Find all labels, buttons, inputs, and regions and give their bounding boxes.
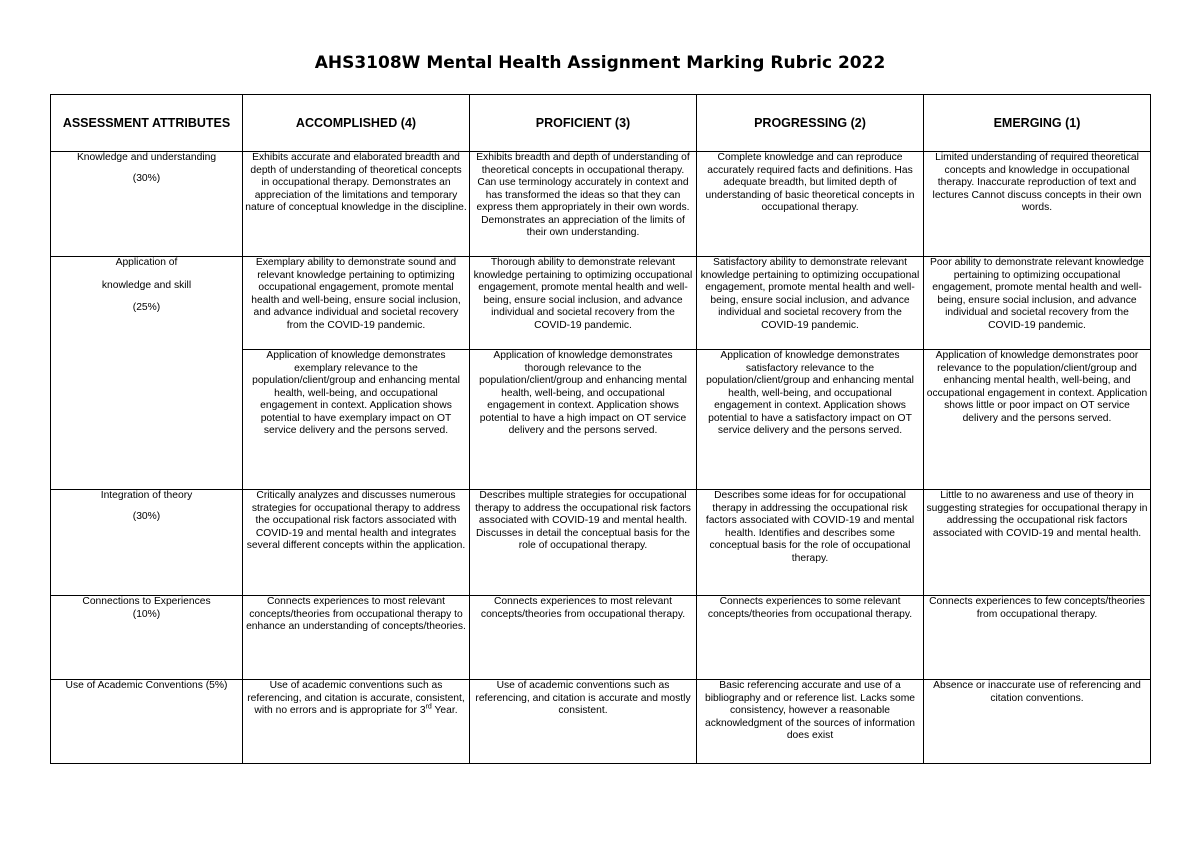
attribute-knowledge-weight: (30%) [132,172,161,184]
knowledge-proficient: Exhibits breadth and depth of understanding of theoretical concepts in occupational therapy. Can use terminology accurately in context and has transformed the ideas so that they can express them appropriately in their own words. Demonstrates an appreciation of the limits of their own understanding. [470,152,697,257]
header-accomplished: ACCOMPLISHED (4) [243,95,470,152]
theory-accomplished: Critically analyzes and discusses numerous strategies for occupational therapy to address the occupational risk factors associated with COVID-19 and mental health and integrates several different concepts within the application. [243,490,470,596]
application-relevance-accomplished: Application of knowledge demonstrates exemplary relevance to the population/client/group and enhancing mental health, well-being, and occupational engagement in context. Application shows potential to have exemplary impact on OT service delivery and the persons served. [243,350,470,490]
conventions-accomplished-sup: rd [425,703,432,711]
row-conventions [51,680,1151,764]
rubric-table [50,94,1151,764]
application-knowledge-progressing: Satisfactory ability to demonstrate relevant knowledge pertaining to optimizing occupational engagement, promote mental health and well-being, ensure social inclusion, and advance individual and societal recovery from the COVID-19 pandemic. [697,257,924,350]
knowledge-emerging: Limited understanding of required theoretical concepts and knowledge in occupational therapy. Inaccurate reproduction of text and lectures Cannot discuss concepts in their own words. [924,152,1151,257]
theory-progressing: Describes some ideas for for occupational therapy in addressing the occupational risk factors associated with COVID-19 and mental health. Identifies and describes some conceptual basis for the role of occupational therapy. [697,490,924,596]
application-relevance-proficient: Application of knowledge demonstrates thorough relevance to the population/client/group and enhancing mental health, well-being, and occupational engagement in context. Application shows potential to have a high impact on OT service delivery and the persons served. [470,350,697,490]
attribute-connections [51,596,243,680]
application-knowledge-accomplished: Exemplary ability to demonstrate sound and relevant knowledge pertaining to optimizing occupational engagement, promote mental health and well-being, ensure social inclusion, and advance individual and societal recovery from the COVID-19 pandemic. [243,257,470,350]
knowledge-accomplished: Exhibits accurate and elaborated breadth and depth of understanding of theoretical concepts in occupational therapy. Demonstrates an appreciation of the limitations and temporary nature of conceptual knowledge in the discipline. [243,152,470,257]
application-relevance-emerging: Application of knowledge demonstrates poor relevance to the population/client/group and enhancing mental health, well-being, and occupational engagement in context. Application shows little or poor impact on OT service delivery and the persons served. [924,350,1151,490]
header-proficient: PROFICIENT (3) [470,95,697,152]
row-connections [51,596,1151,680]
attribute-theory [51,490,243,596]
row-theory [51,490,1151,596]
header-assessment-attributes: ASSESSMENT ATTRIBUTES [51,95,243,152]
conventions-progressing: Basic referencing accurate and use of a bibliography and or reference list. Lacks some consistency, however a reasonable acknowledgment of the sources of information does exist [697,680,924,764]
conventions-proficient: Use of academic conventions such as referencing, and citation is accurate and mostly consistent. [470,680,697,764]
application-knowledge-emerging: Poor ability to demonstrate relevant knowledge pertaining to optimizing occupational engagement, promote mental health and well-being, ensure social inclusion, and advance individual and societal recovery from the COVID-19 pandemic. [924,257,1151,350]
connections-proficient: Connects experiences to most relevant concepts/theories from occupational therapy. [470,596,697,680]
attribute-knowledge-name: Knowledge and understanding [76,152,217,163]
application-relevance-progressing: Application of knowledge demonstrates satisfactory relevance to the population/client/group and enhancing mental health, well-being, and occupational engagement in context. Application shows potential to have a satisfactory impact on OT service delivery and the persons served. [697,350,924,490]
page-title: AHS3108W Mental Health Assignment Marking Rubric 2022 [314,53,886,73]
row-application-1 [51,257,1151,350]
conventions-accomplished-year: Year. [431,705,458,716]
attribute-theory-weight: (30%) [132,510,161,522]
conventions-emerging: Absence or inaccurate use of referencing and citation conventions. [924,680,1151,764]
header-emerging: EMERGING (1) [924,95,1151,152]
connections-accomplished: Connects experiences to most relevant concepts/theories from occupational therapy to enhance an understanding of concepts/theories. [243,596,470,680]
attribute-application-name-2: knowledge and skill [101,279,192,291]
attribute-theory-name: Integration of theory [100,490,193,501]
theory-emerging: Little to no awareness and use of theory in suggesting strategies for occupational therapy in addressing the occupational risk factors associated with COVID-19 and mental health. [924,490,1151,596]
row-knowledge [51,152,1151,257]
connections-emerging: Connects experiences to few concepts/theories from occupational therapy. [924,596,1151,680]
attribute-application-weight: (25%) [132,302,161,313]
attribute-connections-weight: (10%) [132,608,161,620]
attribute-knowledge [51,152,243,257]
header-row [51,95,1151,152]
conventions-accomplished [243,680,470,764]
conventions-accomplished-text: Use of academic conventions such as referencing, and citation is accurate, consistent, with no errors and is appropriate for 3 [247,680,465,716]
connections-progressing: Connects experiences to some relevant concepts/theories from occupational therapy. [697,596,924,680]
attribute-application-name-1: Application of [115,257,178,268]
theory-proficient: Describes multiple strategies for occupational therapy to address the occupational risk factors associated with COVID-19 and mental health. Discusses in detail the conceptual basis for the role of occupational therapy. [470,490,697,596]
knowledge-progressing: Complete knowledge and can reproduce accurately required facts and definitions. Has adequate breadth, but limited depth of understanding of basic theoretical concepts in occupational therapy. [697,152,924,257]
attribute-connections-name: Connections to Experiences [82,596,211,607]
attribute-conventions: Use of Academic Conventions (5%) [51,680,243,764]
header-progressing: PROGRESSING (2) [697,95,924,152]
attribute-application [51,257,243,490]
application-knowledge-proficient: Thorough ability to demonstrate relevant knowledge pertaining to optimizing occupational engagement, promote mental health and well-being, ensure social inclusion, and advance individual and societal recovery from the COVID-19 pandemic. [470,257,697,350]
